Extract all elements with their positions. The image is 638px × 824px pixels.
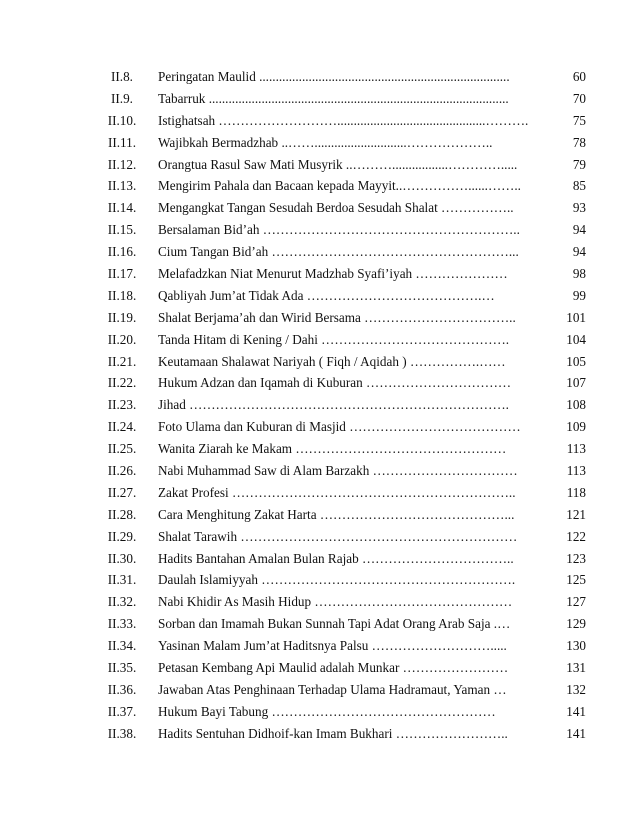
toc-entry-page: 105 — [566, 353, 586, 369]
toc-row — [0, 723, 638, 745]
toc-entry-page: 108 — [566, 397, 586, 413]
toc-entry-title: Cium Tangan Bid’ah ………………………………………………... — [158, 244, 519, 260]
toc-entry-number: II.9. — [111, 90, 133, 106]
toc-row — [0, 329, 638, 351]
toc-row — [0, 372, 638, 394]
toc-entry-page: 130 — [566, 638, 586, 654]
toc-entry-title: Hadits Bantahan Amalan Bulan Rajab …………………………….. — [158, 550, 514, 566]
toc-entry-title: Hukum Bayi Tabung …………………………………………… — [158, 703, 496, 719]
toc-entry-page: 78 — [572, 134, 586, 150]
toc-row — [0, 197, 638, 219]
toc-entry-title: Qabliyah Jum’at Tidak Ada ………………………………….… — [158, 287, 495, 303]
toc-entry-title: Zakat Profesi ……………………………………………………….. — [158, 484, 516, 500]
toc-entry-page: 104 — [566, 331, 586, 347]
toc-row — [0, 591, 638, 613]
toc-entry-title: Shalat Berjama’ah dan Wirid Bersama …………………………….. — [158, 309, 516, 325]
toc-entry-page: 141 — [566, 725, 586, 741]
toc-entry-number: II.33. — [107, 616, 137, 632]
toc-entry-number: II.12. — [107, 156, 137, 172]
table-of-contents — [0, 66, 638, 745]
toc-row — [0, 154, 638, 176]
toc-entry-number: II.35. — [107, 660, 137, 676]
toc-entry-page: 85 — [572, 178, 586, 194]
toc-entry-title: Keutamaan Shalawat Nariyah ( Fiqh / Aqidah ) …………….…… — [158, 353, 506, 369]
toc-entry-number: II.32. — [107, 594, 137, 610]
toc-entry-title: Yasinan Malam Jum’at Haditsnya Palsu ………………………..... — [158, 638, 507, 654]
toc-row — [0, 88, 638, 110]
toc-row — [0, 351, 638, 373]
toc-row — [0, 66, 638, 88]
toc-entry-page: 75 — [572, 112, 586, 128]
toc-entry-number: II.17. — [107, 266, 137, 282]
toc-row — [0, 307, 638, 329]
toc-entry-number: II.34. — [107, 638, 137, 654]
toc-entry-number: II.36. — [107, 681, 137, 697]
toc-entry-page: 94 — [572, 244, 586, 260]
toc-entry-title: Wanita Ziarah ke Makam ………………………………………… — [158, 441, 507, 457]
toc-row — [0, 110, 638, 132]
toc-entry-number: II.30. — [107, 550, 137, 566]
toc-row — [0, 679, 638, 701]
toc-entry-number: II.10. — [107, 112, 137, 128]
toc-row — [0, 548, 638, 570]
toc-entry-page: 98 — [572, 266, 586, 282]
toc-entry-title: Hukum Adzan dan Iqamah di Kuburan …………………………… — [158, 375, 512, 391]
toc-entry-page: 127 — [566, 594, 586, 610]
toc-row — [0, 657, 638, 679]
toc-entry-number: II.26. — [107, 463, 137, 479]
toc-entry-title: Bersalaman Bid’ah ………………………………………………….. — [158, 222, 520, 238]
toc-entry-title: Cara Menghitung Zakat Harta ……………………………………... — [158, 506, 515, 522]
toc-entry-title: Jihad ………………………………………………………………. — [158, 397, 509, 413]
toc-entry-title: Istighatsah ……………………….............................................………. — [158, 112, 529, 128]
toc-row — [0, 416, 638, 438]
toc-entry-number: II.37. — [107, 703, 137, 719]
toc-entry-title: Jawaban Atas Penghinaan Terhadap Ulama Hadramaut, Yaman … — [158, 681, 507, 697]
toc-entry-number: II.31. — [107, 572, 137, 588]
toc-entry-title: Melafadzkan Niat Menurut Madzhab Syafi’iyah ………………… — [158, 266, 508, 282]
toc-entry-title: Orangtua Rasul Saw Mati Musyrik ..……….................…………..... — [158, 156, 518, 172]
toc-row — [0, 613, 638, 635]
toc-entry-page: 125 — [566, 572, 586, 588]
toc-entry-title: Nabi Khidir As Masih Hidup ……………………………………… — [158, 594, 513, 610]
toc-entry-title: Hadits Sentuhan Didhoif-kan Imam Bukhari …………………….. — [158, 725, 508, 741]
toc-entry-title: Peringatan Maulid ............................................................................ — [158, 69, 510, 84]
toc-entry-number: II.11. — [107, 134, 137, 150]
toc-entry-page: 141 — [566, 703, 586, 719]
toc-entry-page: 129 — [566, 616, 586, 632]
toc-entry-title: Nabi Muhammad Saw di Alam Barzakh …………………………… — [158, 463, 518, 479]
toc-entry-title: Mengirim Pahala dan Bacaan kepada Mayyit..……………......…….. — [158, 178, 521, 194]
toc-entry-number: II.15. — [107, 222, 137, 238]
toc-entry-page: 99 — [572, 287, 586, 303]
toc-row — [0, 263, 638, 285]
toc-row — [0, 285, 638, 307]
toc-entry-number: II.16. — [107, 244, 137, 260]
toc-entry-number: II.19. — [107, 309, 137, 325]
toc-entry-page: 118 — [566, 484, 586, 500]
toc-entry-page: 113 — [566, 441, 586, 457]
toc-entry-number: II.21. — [107, 353, 137, 369]
toc-entry-page: 93 — [572, 200, 586, 216]
toc-entry-number: II.14. — [107, 200, 137, 216]
toc-entry-page: 79 — [572, 156, 586, 172]
toc-entry-page: 121 — [566, 506, 586, 522]
toc-entry-page: 94 — [572, 222, 586, 238]
toc-entry-title: Shalat Tarawih ……………………………………………………… — [158, 528, 518, 544]
toc-entry-title: Wajibkah Bermadzhab ..……............................……………….. — [158, 134, 493, 150]
toc-row — [0, 219, 638, 241]
toc-entry-page: 101 — [566, 309, 586, 325]
toc-row — [0, 569, 638, 591]
toc-entry-number: II.24. — [107, 419, 137, 435]
toc-row — [0, 175, 638, 197]
toc-entry-number: II.18. — [107, 287, 137, 303]
toc-entry-title: Foto Ulama dan Kuburan di Masjid ………………………………… — [158, 419, 521, 435]
toc-entry-number: II.23. — [107, 397, 137, 413]
toc-entry-page: 70 — [572, 90, 586, 106]
toc-entry-page: 109 — [566, 419, 586, 435]
toc-entry-page: 123 — [566, 550, 586, 566]
toc-entry-number: II.38. — [107, 725, 137, 741]
toc-entry-number: II.25. — [107, 441, 137, 457]
toc-entry-page: 122 — [566, 528, 586, 544]
toc-entry-number: II.28. — [107, 506, 137, 522]
toc-entry-title: Tanda Hitam di Kening / Dahi ……………………………………. — [158, 331, 510, 347]
toc-entry-number: II.29. — [107, 528, 137, 544]
toc-row — [0, 701, 638, 723]
toc-entry-title: Tabarruk ........................................................................................... — [158, 90, 509, 106]
toc-row — [0, 526, 638, 548]
toc-entry-page: 113 — [566, 463, 586, 479]
toc-entry-title: Sorban dan Imamah Bukan Sunnah Tapi Adat Orang Arab Saja .… — [158, 616, 511, 632]
toc-row — [0, 132, 638, 154]
toc-entry-page: 107 — [566, 375, 586, 391]
toc-row — [0, 635, 638, 657]
toc-entry-page: 131 — [566, 660, 586, 676]
toc-entry-number: II.13. — [107, 178, 137, 194]
toc-entry-number: II.22. — [107, 375, 137, 391]
toc-row — [0, 394, 638, 416]
toc-entry-number: II.20. — [107, 331, 137, 347]
toc-entry-title: Mengangkat Tangan Sesudah Berdoa Sesudah Shalat …………….. — [158, 200, 514, 216]
toc-row — [0, 438, 638, 460]
toc-entry-title: Petasan Kembang Api Maulid adalah Munkar …………………… — [158, 660, 509, 676]
toc-row — [0, 504, 638, 526]
toc-entry-page: 60 — [572, 69, 586, 84]
toc-row — [0, 241, 638, 263]
toc-row — [0, 482, 638, 504]
toc-entry-page: 132 — [566, 681, 586, 697]
toc-entry-number: II.27. — [107, 484, 137, 500]
toc-row — [0, 460, 638, 482]
toc-entry-title: Daulah Islamiyyah …………………………………………………. — [158, 572, 516, 588]
toc-entry-number: II.8. — [111, 69, 133, 84]
